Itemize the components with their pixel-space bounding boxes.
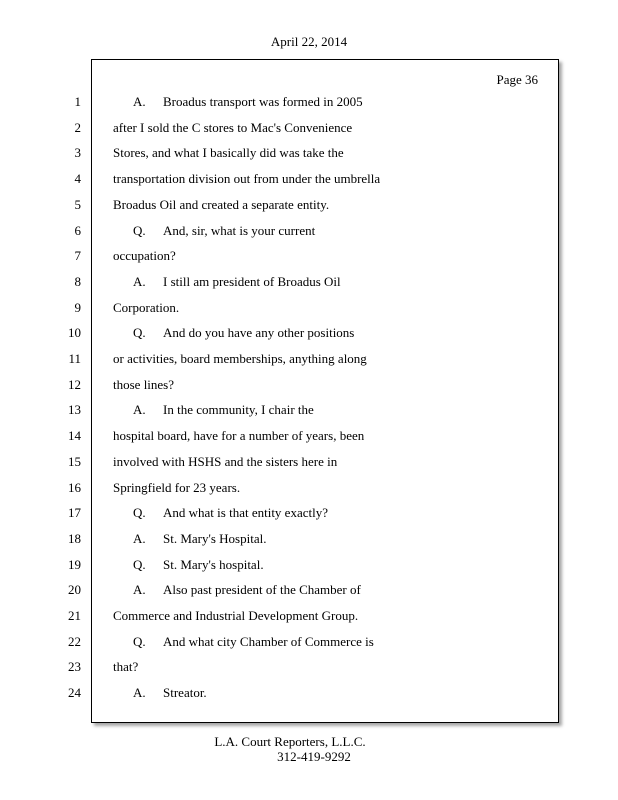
transcript-line (113, 582, 361, 598)
line-number: 24 (68, 685, 81, 700)
line-number: 20 (68, 582, 81, 597)
line-text: St. Mary's Hospital. (163, 531, 267, 546)
line-number: 14 (68, 428, 81, 443)
line-text: Broadus transport was formed in 2005 (163, 94, 363, 109)
line-text: Commerce and Industrial Development Group. (113, 608, 359, 623)
transcript-line (113, 634, 374, 650)
line-number: 17 (68, 505, 81, 520)
line-number: 9 (74, 300, 81, 315)
line-number: 10 (68, 325, 81, 340)
line-text: Also past president of the Chamber of (163, 582, 361, 597)
transcript-line (113, 531, 266, 547)
line-number: 12 (68, 377, 81, 392)
line-text: transportation division out from under the umbrella (113, 171, 381, 186)
line-text: those lines? (113, 377, 175, 392)
line-number: 21 (68, 608, 81, 623)
line-number: 19 (68, 557, 81, 572)
line-number: 2 (74, 120, 81, 135)
footer-phone: 312-419-9292 (277, 749, 351, 764)
transcript-line (113, 608, 358, 624)
line-text: involved with HSHS and the sisters here in (113, 454, 338, 469)
transcript-line (113, 325, 354, 341)
line-number: 4 (74, 171, 81, 186)
line-number: 22 (68, 634, 81, 649)
line-text: And, sir, what is your current (163, 223, 316, 238)
transcript-line (113, 145, 344, 161)
line-text: hospital board, have for a number of years, been (113, 428, 365, 443)
transcript-line (113, 454, 337, 470)
transcript-line (113, 685, 207, 701)
line-text: St. Mary's hospital. (163, 557, 264, 572)
transcript-line (113, 300, 179, 316)
line-text: In the community, I chair the (163, 402, 314, 417)
transcript-line (113, 248, 176, 264)
qa-marker: A. (133, 685, 146, 700)
transcript-line (113, 274, 341, 290)
line-text: And what is that entity exactly? (163, 505, 328, 520)
qa-marker: A. (133, 94, 146, 109)
line-number: 1 (74, 94, 81, 109)
page-number: Page 36 (496, 72, 538, 87)
qa-marker: Q. (133, 223, 146, 238)
qa-marker: Q. (133, 634, 146, 649)
transcript-line (113, 557, 264, 573)
qa-marker: A. (133, 582, 146, 597)
qa-marker: A. (133, 531, 146, 546)
line-number: 8 (74, 274, 81, 289)
qa-marker: A. (133, 274, 146, 289)
transcript-line (113, 428, 364, 444)
transcript-line (113, 94, 363, 110)
line-number: 6 (74, 223, 81, 238)
transcript-line (113, 223, 315, 239)
line-text: that? (113, 659, 139, 674)
line-text: Broadus Oil and created a separate entity. (113, 197, 330, 212)
transcript-line (113, 351, 367, 367)
line-number: 3 (74, 145, 81, 160)
qa-marker: Q. (133, 325, 146, 340)
line-text: Stores, and what I basically did was take the (113, 145, 344, 160)
line-text: I still am president of Broadus Oil (163, 274, 341, 289)
footer-firm: L.A. Court Reporters, L.L.C. (214, 734, 366, 749)
line-number: 18 (68, 531, 81, 546)
line-number: 7 (74, 248, 81, 263)
line-number: 15 (68, 454, 81, 469)
line-text: or activities, board memberships, anything along (113, 351, 367, 366)
transcript-line (113, 197, 329, 213)
transcript-line (113, 171, 380, 187)
line-number: 11 (68, 351, 81, 366)
line-number: 5 (74, 197, 81, 212)
transcript-line (113, 120, 352, 136)
transcript-line (113, 480, 240, 496)
line-text: Springfield for 23 years. (113, 480, 241, 495)
qa-marker: Q. (133, 557, 146, 572)
line-number: 23 (68, 659, 81, 674)
line-text: occupation? (113, 248, 176, 263)
qa-marker: A. (133, 402, 146, 417)
transcript-line (113, 659, 138, 675)
transcript-line (113, 377, 174, 393)
line-text: Streator. (163, 685, 207, 700)
line-text: And what city Chamber of Commerce is (163, 634, 374, 649)
line-text: after I sold the C stores to Mac's Convenience (113, 120, 353, 135)
header-date: April 22, 2014 (270, 34, 348, 49)
transcript-line (113, 402, 314, 418)
line-text: Corporation. (113, 300, 180, 315)
transcript-line (113, 505, 328, 521)
line-number: 16 (68, 480, 81, 495)
line-text: And do you have any other positions (163, 325, 355, 340)
line-number: 13 (68, 402, 81, 417)
qa-marker: Q. (133, 505, 146, 520)
